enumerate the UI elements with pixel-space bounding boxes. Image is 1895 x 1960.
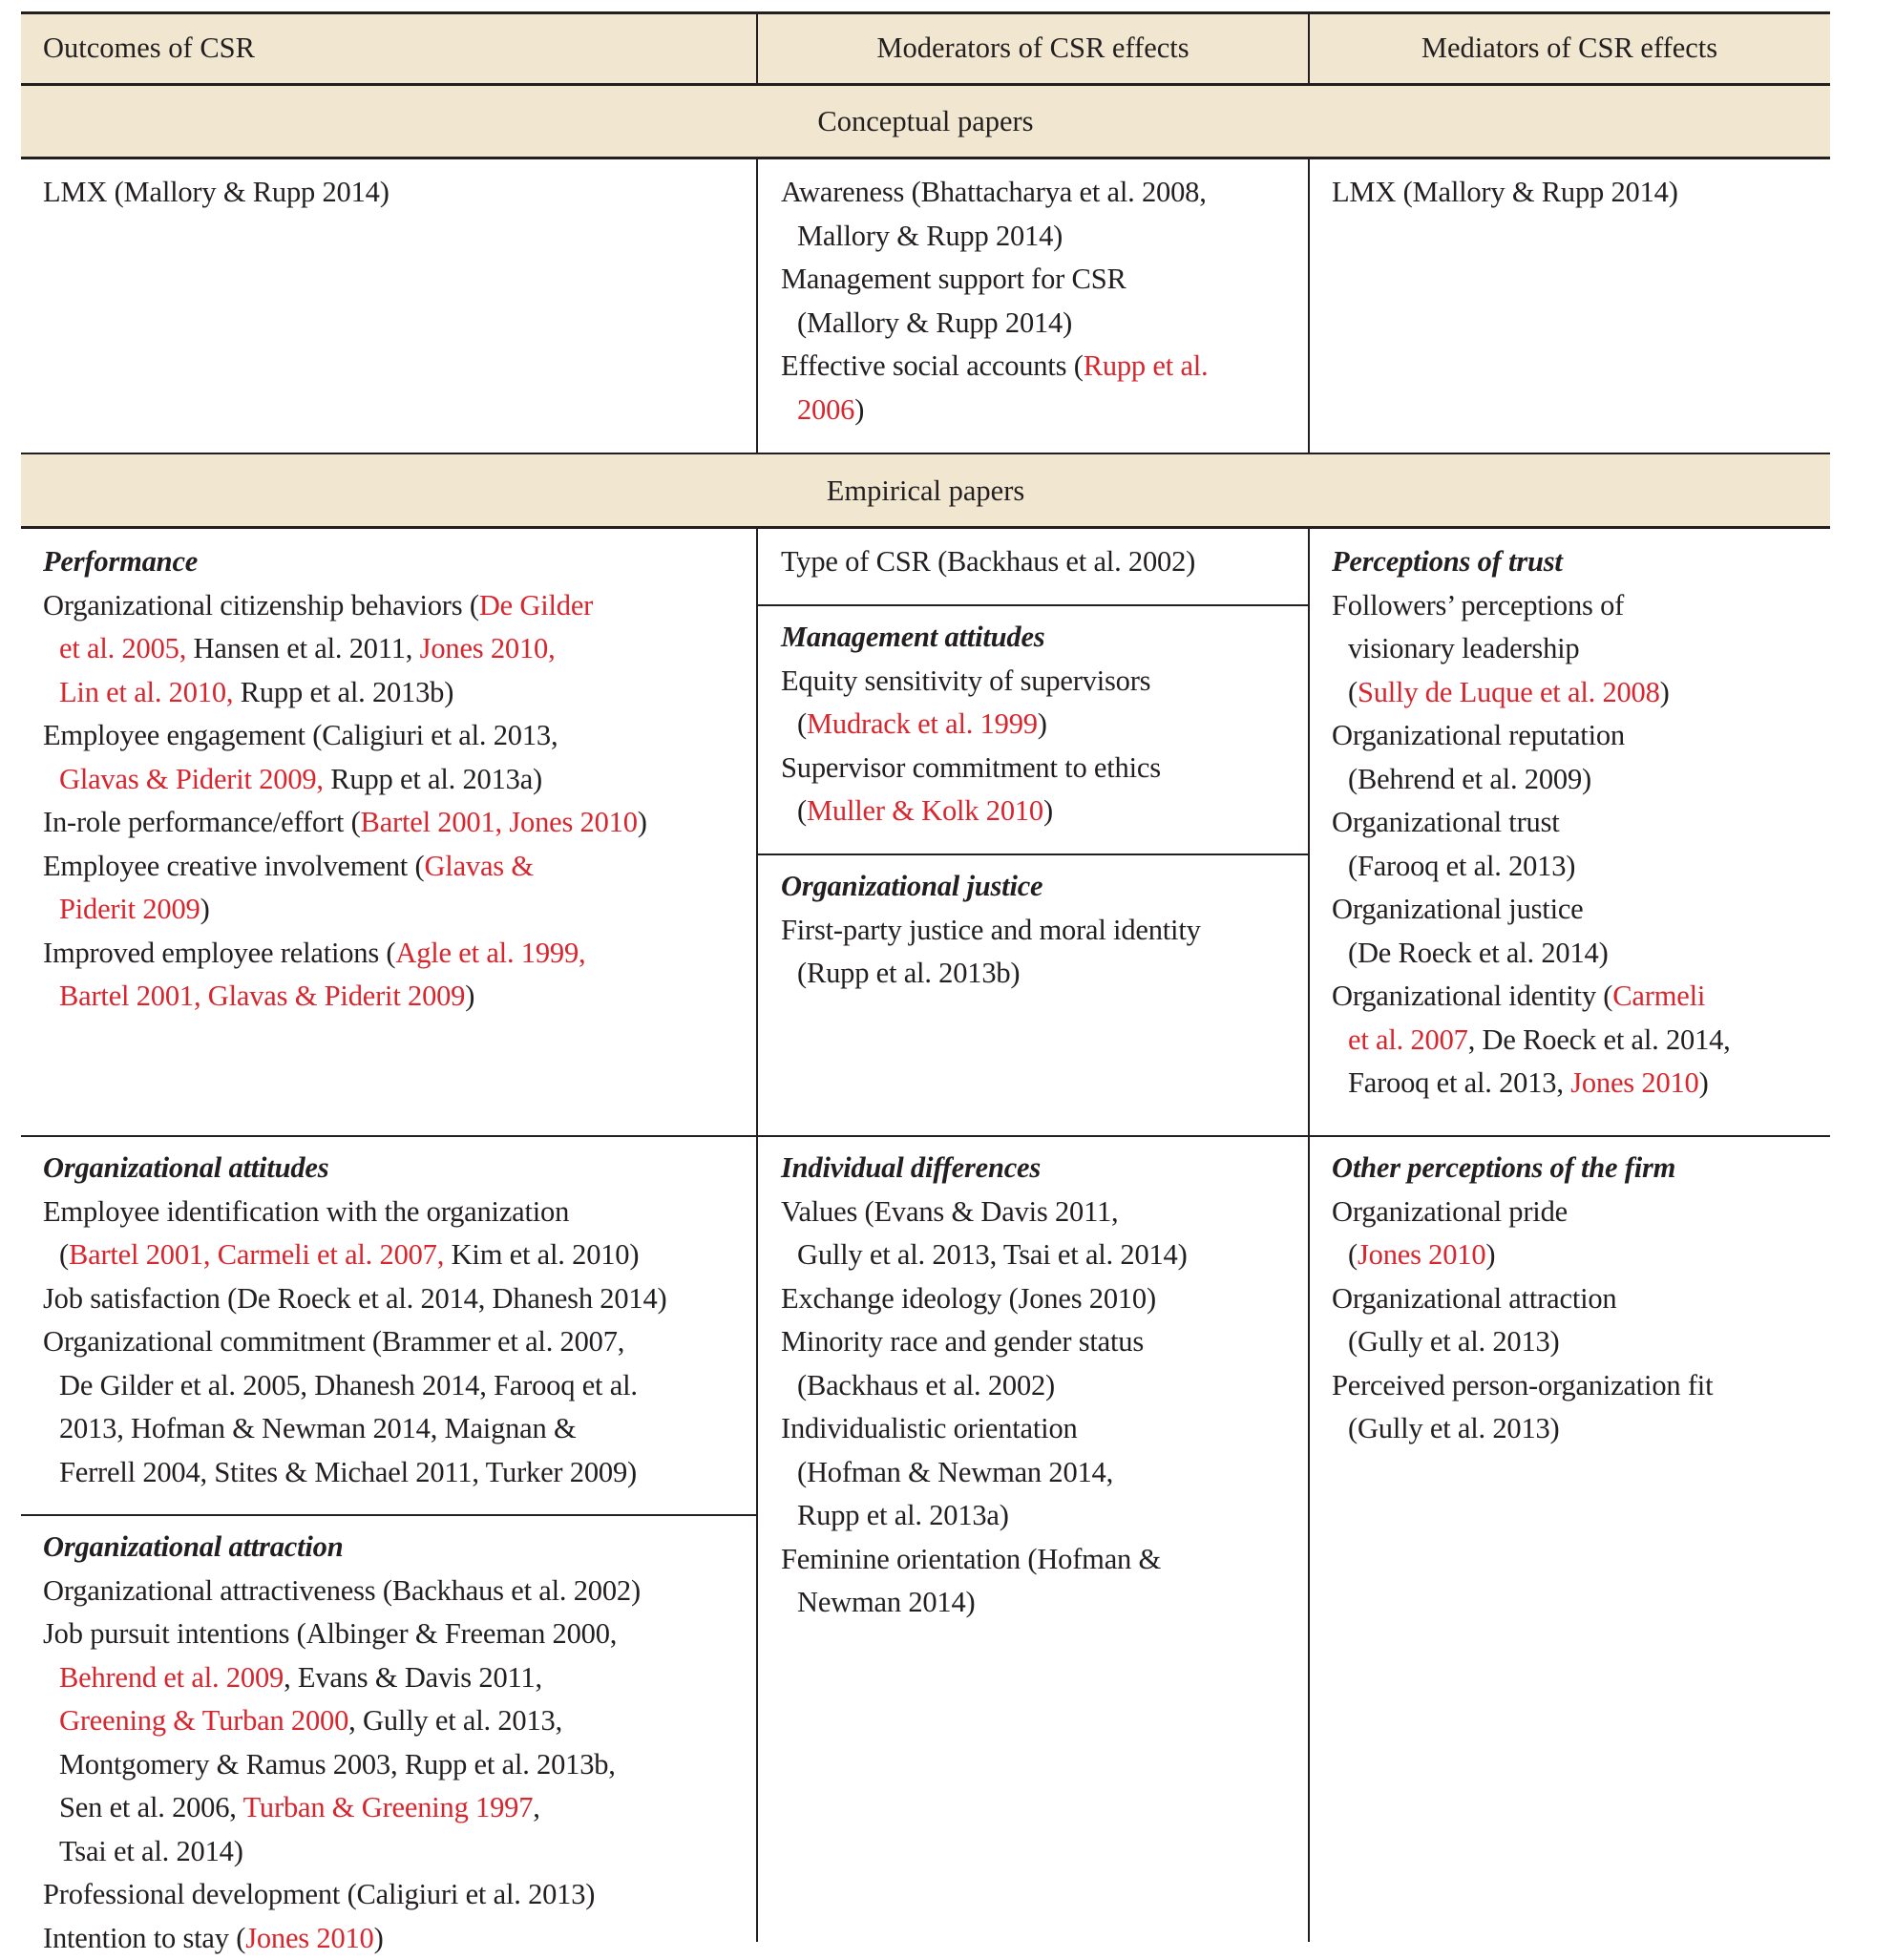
list-item	[1332, 1320, 1713, 1364]
text: Minority race and gender status	[781, 1325, 1144, 1358]
text: Organizational reputation	[1332, 719, 1625, 751]
column-header-mediators: Mediators of CSR effects	[1309, 33, 1830, 62]
list-item	[43, 845, 647, 889]
subheading	[43, 1147, 666, 1191]
citation-link[interactable]: Mudrack et al. 1999	[807, 707, 1038, 740]
cell-organizational-attitudes	[43, 1147, 666, 1494]
rule-empirical-bottom	[21, 526, 1830, 529]
list-item	[43, 584, 647, 628]
citation-link[interactable]: Jones 2010,	[420, 632, 556, 664]
list-item	[1332, 171, 1678, 215]
citation-link[interactable]: Jones 2010	[245, 1922, 373, 1954]
text: Performance	[43, 545, 198, 578]
text: Feminine orientation (Hofman &	[781, 1543, 1161, 1575]
list-item	[43, 1656, 641, 1700]
citation-link[interactable]: Glavas & Piderit 2009,	[59, 763, 324, 795]
citation-link[interactable]: Bartel 2001, Glavas & Piderit 2009	[59, 980, 465, 1012]
cell-conceptual-outcomes	[43, 171, 390, 215]
text: Perceived person-organization fit	[1332, 1369, 1713, 1402]
text: Intention to stay (	[43, 1922, 245, 1954]
cell-organizational-justice	[781, 865, 1201, 996]
list-item	[43, 1612, 641, 1656]
list-item	[1332, 888, 1731, 932]
citation-link[interactable]: et al. 2005,	[59, 632, 186, 664]
text: Mallory & Rupp 2014)	[797, 220, 1063, 252]
text: Ferrell 2004, Stites & Michael 2011, Turker 2009)	[59, 1456, 637, 1488]
section-title-empirical: Empirical papers	[21, 476, 1830, 505]
subheading	[781, 865, 1201, 909]
list-item	[781, 1277, 1188, 1321]
text: In-role performance/effort (	[43, 806, 361, 838]
cell-performance	[43, 540, 647, 1019]
list-item	[781, 1451, 1188, 1495]
list-item	[43, 1451, 666, 1495]
list-item	[1332, 671, 1731, 715]
text: Rupp et al. 2013a)	[797, 1499, 1009, 1531]
text: (Backhaus et al. 2002)	[797, 1369, 1055, 1402]
text: Individual differences	[781, 1151, 1041, 1184]
subheading	[781, 616, 1161, 660]
subheading	[1332, 1147, 1713, 1191]
text: LMX (Mallory & Rupp 2014)	[43, 176, 390, 208]
citation-link[interactable]: Agle et al. 1999,	[395, 937, 585, 969]
list-item	[43, 1233, 666, 1277]
text: (Behrend et al. 2009)	[1348, 763, 1591, 795]
rule-header-bottom	[21, 83, 1830, 86]
rule-type-bottom	[757, 604, 1309, 606]
text: De Gilder et al. 2005, Dhanesh 2014, Farooq et al.	[59, 1369, 638, 1402]
citation-link[interactable]: Turban & Greening 1997	[243, 1791, 534, 1823]
list-item	[43, 1277, 666, 1321]
subheading	[43, 540, 647, 584]
text: Organizational attitudes	[43, 1151, 328, 1184]
text: Tsai et al. 2014)	[59, 1835, 243, 1867]
column-header-moderators: Moderators of CSR effects	[757, 33, 1309, 62]
text: Improved employee relations (	[43, 937, 395, 969]
text: )	[374, 1922, 384, 1954]
text: Perceptions of trust	[1332, 545, 1563, 578]
text: (Rupp et al. 2013b)	[797, 957, 1020, 989]
text: Employee creative involvement (	[43, 850, 424, 882]
text: (Gully et al. 2013)	[1348, 1325, 1560, 1358]
citation-link[interactable]: De Gilder	[479, 589, 593, 622]
list-item	[781, 1494, 1188, 1538]
list-item	[781, 215, 1208, 259]
list-item	[781, 747, 1161, 790]
text: )	[1699, 1066, 1709, 1099]
citation-link[interactable]: Jones 2010	[1358, 1238, 1485, 1271]
text: Organizational commitment (Brammer et al. 2007,	[43, 1325, 624, 1358]
list-item	[43, 1873, 641, 1917]
list-item	[1332, 714, 1731, 758]
cell-conceptual-mediators	[1332, 171, 1678, 215]
text: LMX (Mallory & Rupp 2014)	[1332, 176, 1678, 208]
cell-conceptual-moderators	[781, 171, 1208, 432]
text: (Hofman & Newman 2014,	[797, 1456, 1113, 1488]
text: Awareness (Bhattacharya et al. 2008,	[781, 176, 1207, 208]
list-item	[1332, 932, 1731, 976]
col-divider-1	[756, 527, 758, 1942]
list-item	[43, 671, 647, 715]
text: )	[1043, 794, 1053, 827]
list-item	[1332, 1407, 1713, 1451]
text: Followers’ perceptions of	[1332, 589, 1624, 622]
text: (De Roeck et al. 2014)	[1348, 937, 1609, 969]
rule-mgmt-bottom	[757, 854, 1309, 855]
list-item	[1332, 845, 1731, 889]
text: Job satisfaction (De Roeck et al. 2014, Dhanesh 2014)	[43, 1282, 666, 1315]
list-item	[43, 1570, 641, 1613]
text: Other perceptions of the firm	[1332, 1151, 1675, 1184]
cell-type-of-csr	[781, 540, 1195, 584]
text: , Gully et al. 2013,	[348, 1704, 562, 1737]
text: Kim et al. 2010)	[444, 1238, 639, 1271]
cell-perceptions-of-trust	[1332, 540, 1731, 1106]
list-item	[781, 1364, 1188, 1408]
text: Organizational attraction	[1332, 1282, 1616, 1315]
col-divider-2	[1308, 158, 1310, 453]
citation-link[interactable]: Greening & Turban 2000	[59, 1704, 348, 1737]
list-item	[781, 1538, 1188, 1582]
text: Organizational citizenship behaviors (	[43, 589, 479, 622]
list-item	[43, 801, 647, 845]
text: Effective social accounts (	[781, 349, 1084, 382]
text: )	[638, 806, 647, 838]
text: (	[1348, 1238, 1358, 1271]
text: )	[1485, 1238, 1495, 1271]
citation-link[interactable]: Rupp et al.	[1084, 349, 1209, 382]
section-title-conceptual: Conceptual papers	[21, 107, 1830, 136]
rule-conceptual-row-bottom	[21, 453, 1830, 454]
list-item	[781, 1407, 1188, 1451]
text: (	[797, 794, 807, 827]
text: Management support for CSR	[781, 263, 1126, 295]
text: )	[465, 980, 474, 1012]
list-item	[43, 1699, 641, 1743]
citation-link[interactable]: Carmeli	[1612, 980, 1705, 1012]
text: ,	[533, 1791, 539, 1823]
list-item	[43, 1917, 641, 1960]
text: Employee engagement (Caligiuri et al. 2013,	[43, 719, 558, 751]
text: (	[59, 1238, 69, 1271]
text: (Farooq et al. 2013)	[1348, 850, 1575, 882]
citation-link[interactable]: Piderit 2009	[59, 893, 200, 925]
list-item	[781, 1581, 1188, 1625]
citation-link[interactable]: Lin et al. 2010,	[59, 676, 233, 708]
list-item	[781, 345, 1208, 389]
rule-attitudes-bottom	[21, 1514, 757, 1516]
cell-individual-differences	[781, 1147, 1188, 1625]
cell-other-perceptions	[1332, 1147, 1713, 1451]
list-item	[781, 952, 1201, 996]
list-item	[781, 1191, 1188, 1234]
text: (Gully et al. 2013)	[1348, 1412, 1560, 1444]
text: Exchange ideology (Jones 2010)	[781, 1282, 1156, 1315]
list-item	[1332, 975, 1731, 1019]
text: 2013, Hofman & Newman 2014, Maignan &	[59, 1412, 577, 1444]
list-item	[781, 909, 1201, 953]
text: Management attitudes	[781, 621, 1044, 653]
list-item	[1332, 627, 1731, 671]
citation-link[interactable]: Bartel 2001, Carmeli et al. 2007,	[69, 1238, 444, 1271]
rule-conceptual-bottom	[21, 157, 1830, 159]
list-item	[1332, 1277, 1713, 1321]
list-item	[1332, 1191, 1713, 1234]
list-item	[43, 1830, 641, 1874]
text: Organizational pride	[1332, 1195, 1568, 1228]
list-item	[781, 302, 1208, 346]
list-item	[781, 540, 1195, 584]
subheading	[43, 1526, 641, 1570]
list-item	[43, 975, 647, 1019]
subheading	[1332, 540, 1731, 584]
text: Sen et al. 2006,	[59, 1791, 243, 1823]
text: Newman 2014)	[797, 1586, 975, 1618]
text: Employee identification with the organization	[43, 1195, 569, 1228]
list-item	[43, 1364, 666, 1408]
list-item	[43, 1743, 641, 1787]
text: )	[200, 893, 210, 925]
list-item	[43, 758, 647, 802]
cell-organizational-attraction	[43, 1526, 641, 1960]
text: Farooq et al. 2013,	[1348, 1066, 1570, 1099]
list-item	[43, 171, 390, 215]
text: )	[1660, 676, 1670, 708]
list-item	[781, 790, 1161, 833]
citation-link[interactable]: et al. 2007	[1348, 1023, 1468, 1056]
list-item	[1332, 1364, 1713, 1408]
list-item	[43, 714, 647, 758]
list-item	[1332, 584, 1731, 628]
list-item	[1332, 1019, 1731, 1063]
list-item	[43, 1320, 666, 1364]
list-item	[781, 258, 1208, 302]
list-item	[781, 171, 1208, 215]
text: Organizational justice	[781, 870, 1042, 902]
list-item	[1332, 1062, 1731, 1106]
col-divider-1	[756, 158, 758, 453]
citation-link[interactable]: Muller & Kolk 2010	[807, 794, 1043, 827]
text: Hansen et al. 2011,	[186, 632, 420, 664]
text: visionary leadership	[1348, 632, 1579, 664]
citation-link[interactable]: Glavas &	[424, 850, 533, 882]
text: Job pursuit intentions (Albinger & Freeman 2000,	[43, 1617, 617, 1650]
text: Montgomery & Ramus 2003, Rupp et al. 2013b,	[59, 1748, 616, 1781]
text: Organizational justice	[1332, 893, 1584, 925]
text: )	[1038, 707, 1047, 740]
list-item	[1332, 758, 1731, 802]
list-item	[781, 703, 1161, 747]
list-item	[43, 1786, 641, 1830]
text: Organizational attraction	[43, 1530, 343, 1563]
list-item	[1332, 1233, 1713, 1277]
citation-link[interactable]: Jones 2010	[1570, 1066, 1698, 1099]
text: (	[1348, 676, 1358, 708]
text: , Evans & Davis 2011,	[284, 1661, 542, 1694]
list-item	[43, 888, 647, 932]
list-item	[781, 1233, 1188, 1277]
text: Type of CSR (Backhaus et al. 2002)	[781, 545, 1195, 578]
citation-link[interactable]: Sully de Luque et al. 2008	[1358, 676, 1660, 708]
text: (Mallory & Rupp 2014)	[797, 306, 1072, 339]
list-item	[781, 389, 1208, 432]
text: Professional development (Caligiuri et al. 2013)	[43, 1878, 595, 1910]
list-item	[781, 660, 1161, 704]
list-item	[43, 1407, 666, 1451]
rule-row1-bottom	[21, 1135, 1830, 1137]
text: , De Roeck et al. 2014,	[1468, 1023, 1731, 1056]
list-item	[43, 627, 647, 671]
text: Organizational identity (	[1332, 980, 1612, 1012]
column-header-outcomes: Outcomes of CSR	[43, 33, 255, 62]
subheading	[781, 1147, 1188, 1191]
citation-link[interactable]: Behrend et al. 2009	[59, 1661, 284, 1694]
text: (	[797, 707, 807, 740]
cell-management-attitudes	[781, 616, 1161, 833]
text: Supervisor commitment to ethics	[781, 751, 1161, 784]
text: Individualistic orientation	[781, 1412, 1078, 1444]
text: Organizational trust	[1332, 806, 1560, 838]
text: Equity sensitivity of supervisors	[781, 664, 1150, 697]
text: Organizational attractiveness (Backhaus et al. 2002)	[43, 1574, 641, 1607]
list-item	[1332, 801, 1731, 845]
citation-link[interactable]: 2006	[797, 393, 854, 426]
text: )	[854, 393, 864, 426]
text: Gully et al. 2013, Tsai et al. 2014)	[797, 1238, 1188, 1271]
text: Rupp et al. 2013b)	[233, 676, 453, 708]
text: First-party justice and moral identity	[781, 914, 1201, 946]
citation-link[interactable]: Bartel 2001, Jones 2010	[361, 806, 638, 838]
col-divider-2	[1308, 527, 1310, 1942]
rule-top	[21, 11, 1830, 14]
list-item	[43, 1191, 666, 1234]
list-item	[43, 932, 647, 976]
text: Rupp et al. 2013a)	[324, 763, 542, 795]
text: Values (Evans & Davis 2011,	[781, 1195, 1118, 1228]
list-item	[781, 1320, 1188, 1364]
